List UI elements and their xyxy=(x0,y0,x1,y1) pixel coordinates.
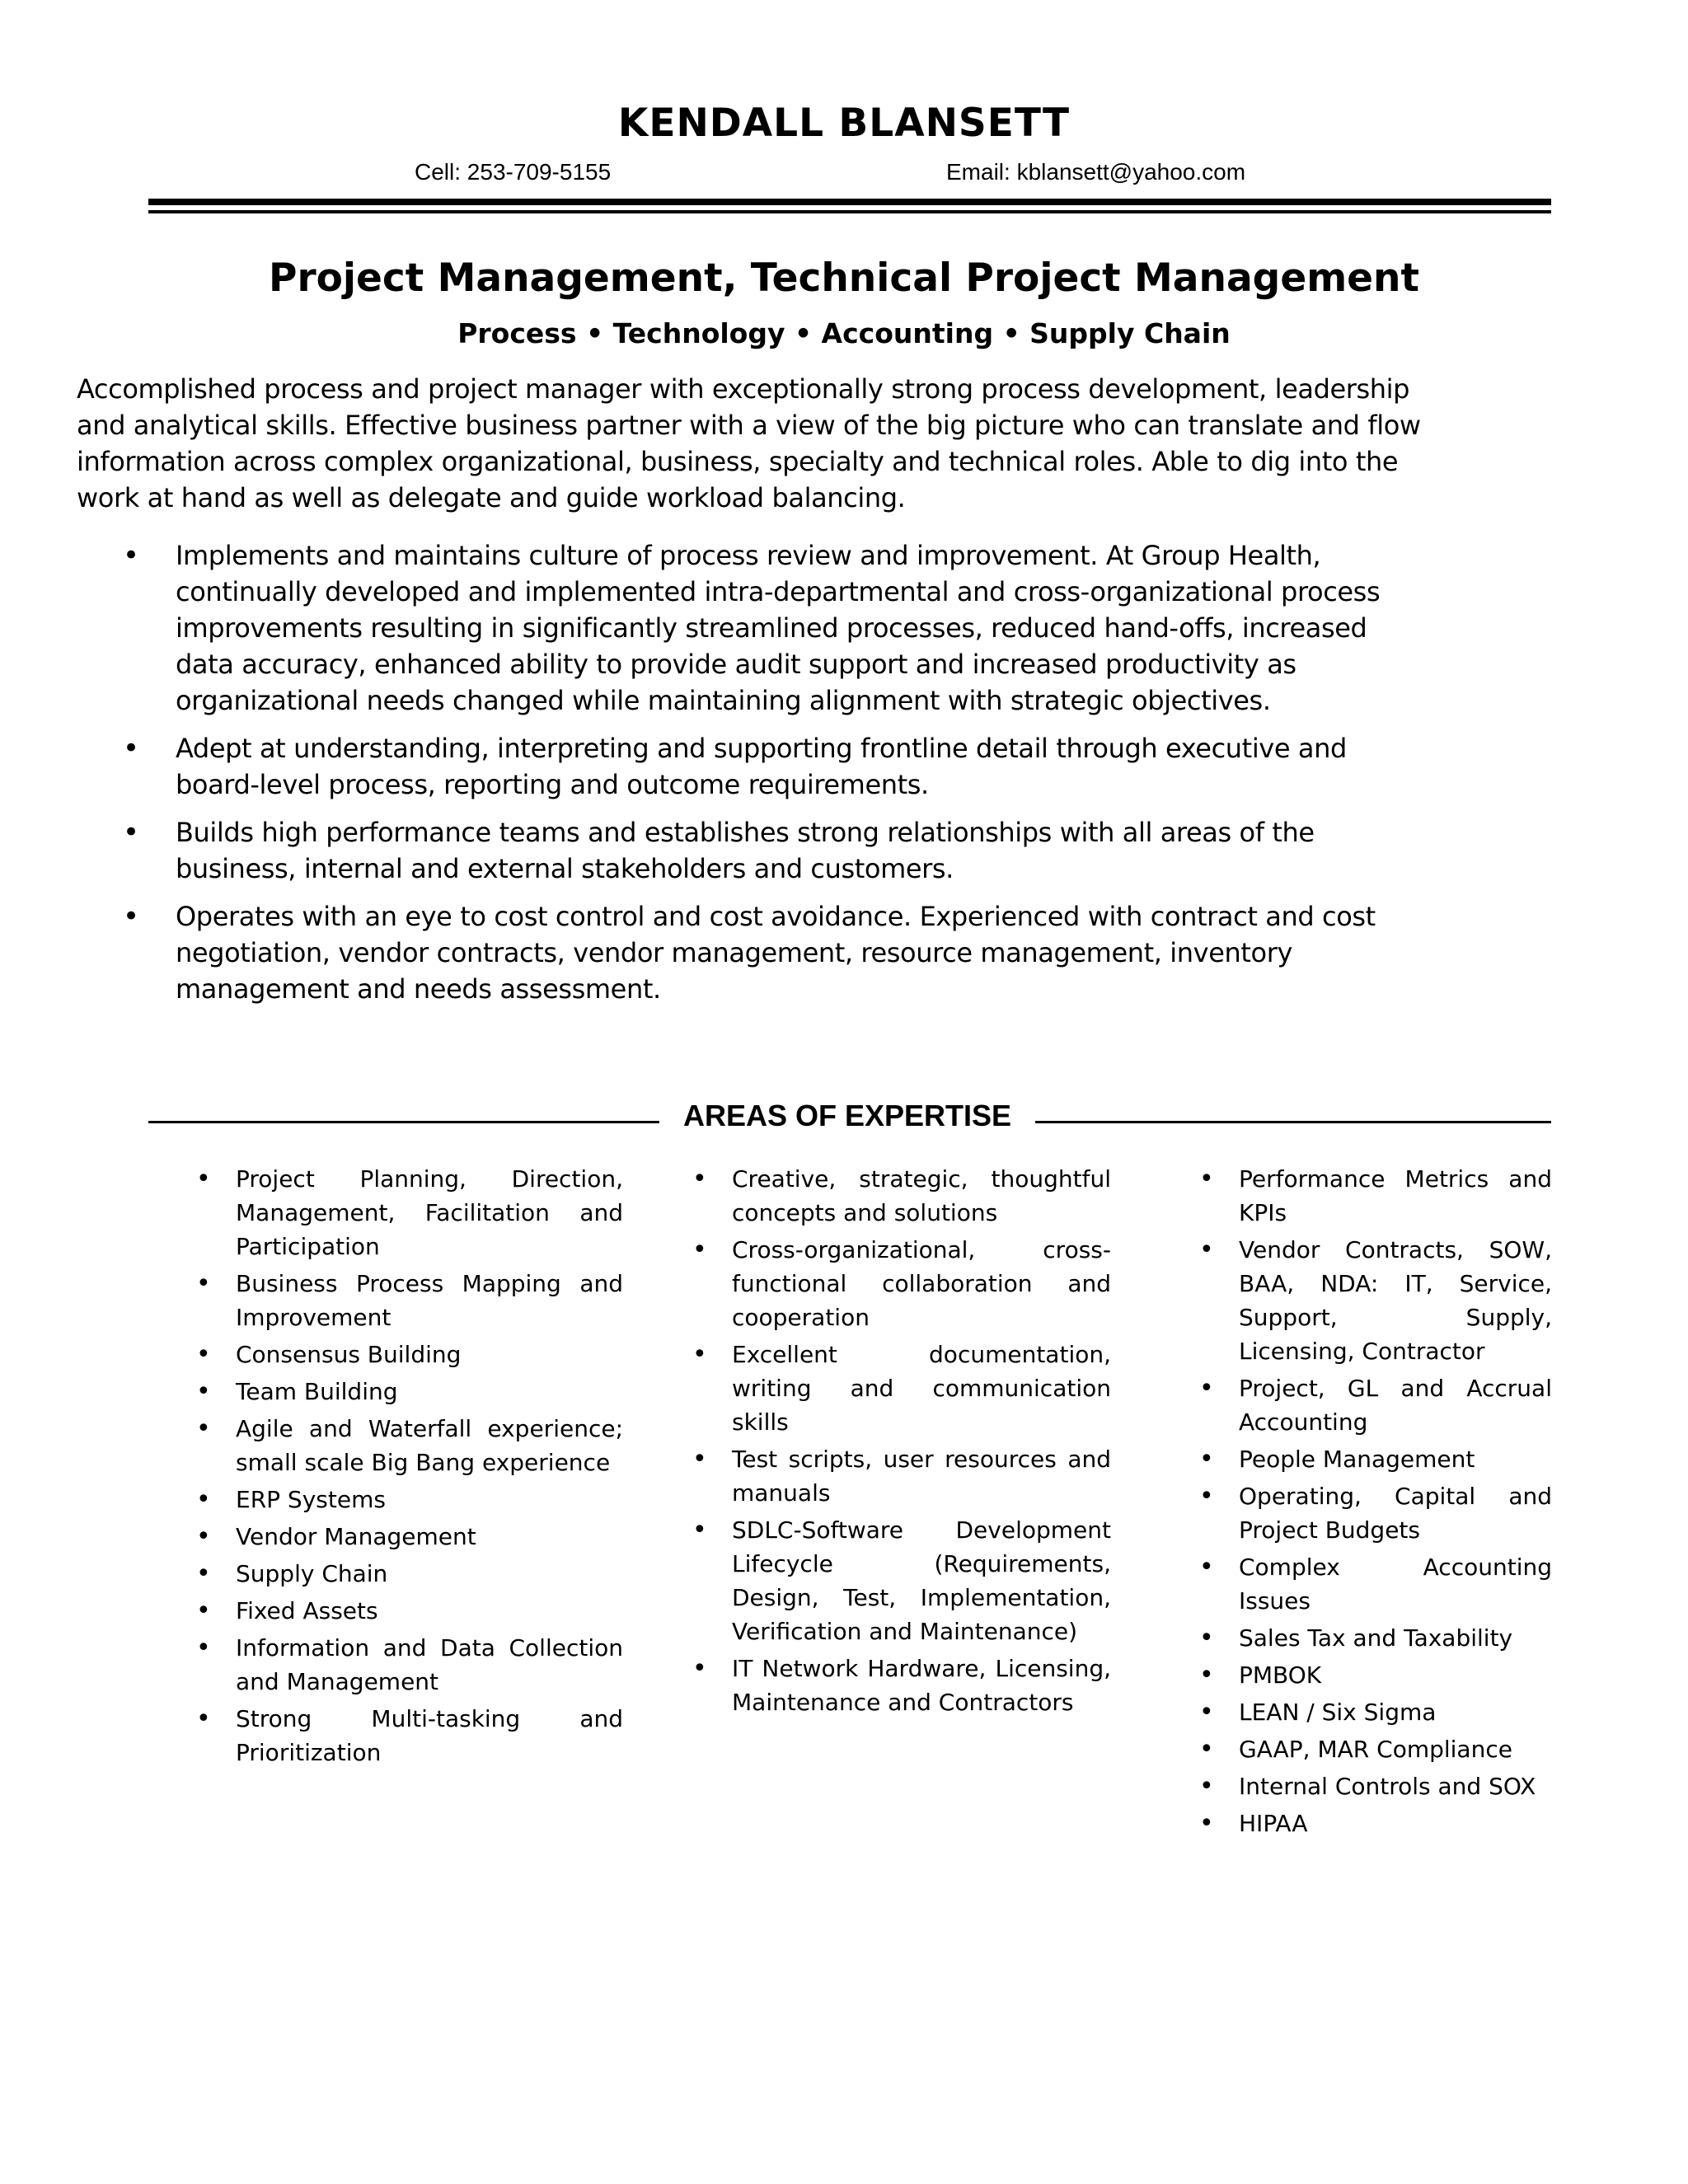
expertise-rule-right xyxy=(1035,1121,1551,1123)
expertise-item: • GAAP, MAR Compliance xyxy=(1189,1732,1552,1766)
expertise-item: • Operating, Capital and Project Budgets xyxy=(1189,1479,1552,1547)
cell-phone: Cell: 253-709-5155 xyxy=(415,159,612,185)
highlight-item: • Operates with an eye to cost control and cost avoidance. Experienced with contract and cost negotiation, vendor contracts, vendor management, resource management, inventory management and needs assessment. xyxy=(77,898,1428,1007)
highlight-item: • Adept at understanding, interpreting and supporting frontline detail through executive and board-level process, reporting and outcome requirements. xyxy=(77,730,1428,803)
expertise-item: • HIPAA xyxy=(1189,1807,1552,1840)
expertise-item: • Performance Metrics and KPIs xyxy=(1189,1162,1552,1230)
expertise-item: • Creative, strategic, thoughtful concepts and solutions xyxy=(682,1162,1111,1230)
expertise-item: • Test scripts, user resources and manuals xyxy=(682,1442,1111,1510)
highlight-item: • Builds high performance teams and establishes strong relationships with all areas of the business, internal and external stakeholders and customers. xyxy=(77,814,1428,887)
expertise-item: • Strong Multi-tasking and Prioritization xyxy=(186,1702,623,1769)
email-address: Email: kblansett@yahoo.com xyxy=(946,159,1246,185)
expertise-item: • LEAN / Six Sigma xyxy=(1189,1695,1552,1729)
expertise-item: • Consensus Building xyxy=(186,1338,623,1371)
expertise-rule-left xyxy=(148,1121,659,1123)
highlights-list xyxy=(77,537,1428,1019)
expertise-item: • Sales Tax and Taxability xyxy=(1189,1621,1552,1655)
expertise-item: • Supply Chain xyxy=(186,1557,623,1591)
expertise-item: • Project Planning, Direction, Management, Facilitation and Participation xyxy=(186,1162,623,1263)
expertise-item: • People Management xyxy=(1189,1442,1552,1476)
expertise-item: • Complex Accounting Issues xyxy=(1189,1550,1552,1618)
expertise-item: • Internal Controls and SOX xyxy=(1189,1769,1552,1803)
expertise-item: • Vendor Management xyxy=(186,1520,623,1554)
expertise-item: • Fixed Assets xyxy=(186,1594,623,1628)
expertise-item: • SDLC-Software Development Lifecycle (Requirements, Design, Test, Implementation, Verification and Maintenance) xyxy=(682,1513,1111,1648)
expertise-item: • Business Process Mapping and Improvement xyxy=(186,1267,623,1334)
expertise-column-3 xyxy=(1189,1162,1552,1844)
expertise-item: • PMBOK xyxy=(1189,1658,1552,1692)
expertise-title: AREAS OF EXPERTISE xyxy=(682,1099,1012,1132)
expertise-column-2 xyxy=(682,1162,1111,1722)
candidate-name: KENDALL BLANSETT xyxy=(617,101,1071,146)
expertise-column-1 xyxy=(186,1162,623,1773)
expertise-item: • ERP Systems xyxy=(186,1483,623,1516)
expertise-item: • Excellent documentation, writing and communication skills xyxy=(682,1338,1111,1439)
expertise-item: • Information and Data Collection and Management xyxy=(186,1631,623,1699)
header-divider-thin xyxy=(148,210,1551,213)
summary-paragraph: Accomplished process and project manager with exceptionally strong process development, leadership and analytical skills. Effective business partner with a view of the big picture who can translate and flow information across complex organizational, business, specialty and technical roles. Able to dig into the work at hand as well as delegate and guide workload balancing. xyxy=(77,373,1421,513)
professional-subheadline: Process • Technology • Accounting • Supply Chain xyxy=(457,317,1231,349)
highlight-item: • Implements and maintains culture of process review and improvement. At Group Health, continually developed and implemented intra-departmental and cross-organizational process improvements resulting in significantly streamlined processes, reduced hand-offs, increased data accuracy, enhanced ability to provide audit support and increased productivity as organizational needs changed while maintaining alignment with strategic objectives. xyxy=(77,537,1428,719)
expertise-item: • Agile and Waterfall experience; small scale Big Bang experience xyxy=(186,1412,623,1479)
expertise-section-header xyxy=(148,1099,1551,1137)
header-divider-thick xyxy=(148,199,1551,205)
expertise-item: • Cross-organizational, cross-functional collaboration and cooperation xyxy=(682,1233,1111,1334)
expertise-item: • Vendor Contracts, SOW, BAA, NDA: IT, Service, Support, Supply, Licensing, Contractor xyxy=(1189,1233,1552,1368)
professional-headline: Project Management, Technical Project Management xyxy=(269,255,1419,301)
expertise-item: • Team Building xyxy=(186,1375,623,1408)
expertise-item: • Project, GL and Accrual Accounting xyxy=(1189,1371,1552,1439)
expertise-item: • IT Network Hardware, Licensing, Maintenance and Contractors xyxy=(682,1652,1111,1719)
